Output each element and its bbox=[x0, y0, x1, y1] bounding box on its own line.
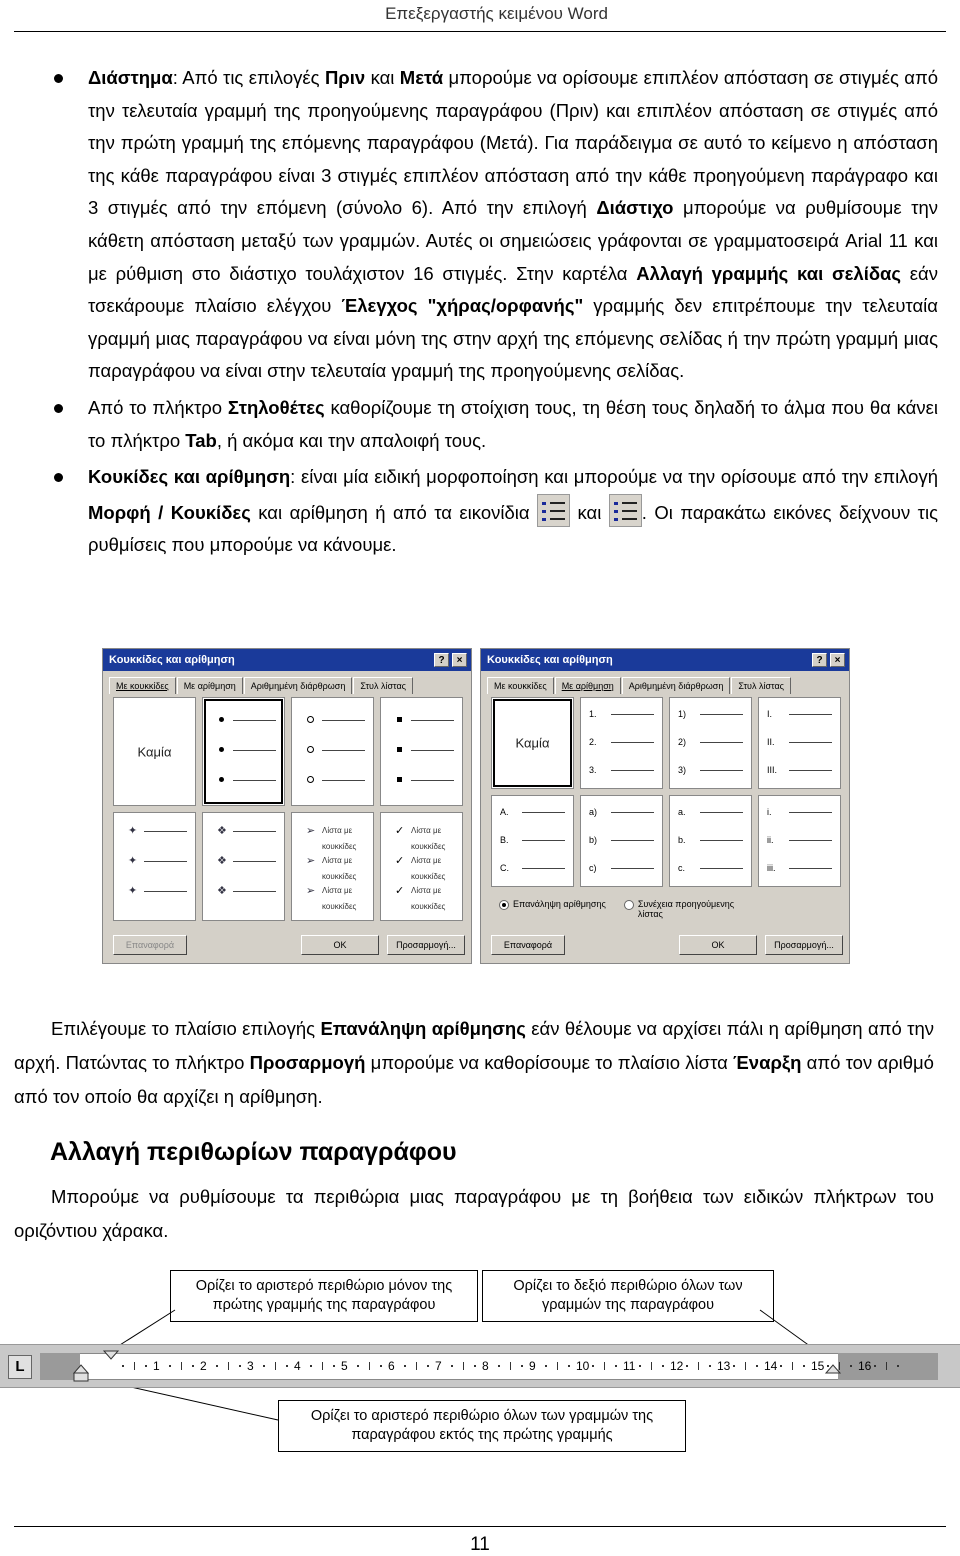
ok-button[interactable]: OK bbox=[301, 935, 379, 955]
text: γραμμής δεν επιτρέπουμε την τελευταία γραμμή μιας παραγράφου να είναι μόνη της στην αρχή της επόμενης σελίδας ή την πρώτη γραμμή μιας παραγράφου να είναι στην τελευταία γραμμή της προηγούμενης σελίδας. bbox=[88, 295, 938, 382]
text: , ή ακόμα και την απαλοιφή τους. bbox=[216, 429, 487, 451]
ruler-number: 11 bbox=[623, 1359, 636, 1373]
term-tab-key: Tab bbox=[185, 429, 217, 451]
term-widow-orphan: Έλεγχος "χήρας/ορφανής" bbox=[341, 295, 584, 317]
number-marker: 2) bbox=[678, 737, 687, 747]
number-marker: 1. bbox=[589, 709, 597, 719]
text: εάν τσεκάρουμε πλαίσιο ελέγχου bbox=[88, 262, 938, 317]
number-marker: A. bbox=[500, 807, 509, 817]
radio-label: Συνέχεια προηγούμενης λίστας bbox=[637, 899, 735, 919]
text: Από το πλήκτρο bbox=[88, 396, 228, 418]
term-start-at: Έναρξη bbox=[733, 1052, 802, 1073]
text: . Οι παρακάτω εικόνες δείχνουν τις ρυθμίσεις που μπορούμε να κάνουμε. bbox=[88, 501, 939, 556]
gallery-diamonds[interactable]: ❖ ❖ ❖ bbox=[202, 812, 285, 921]
page-header: Επεξεργαστής κειμένου Word bbox=[385, 4, 608, 23]
callout-first-line-indent: Ορίζει το αριστερό περιθώριο μόνον της πρώτης γραμμής της παραγράφου bbox=[170, 1270, 478, 1322]
ruler-number: 7 bbox=[435, 1359, 442, 1373]
text: καθορίζουμε τη στοίχιση τους, τη θέση τους δηλαδή το άλμα που θα κάνει το πλήκτρο bbox=[88, 396, 938, 451]
text: και bbox=[570, 501, 609, 523]
callout-hanging-indent: Ορίζει το αριστερό περιθώριο όλων των γραμμών της παραγράφου εκτός της πρώτης γραμμής bbox=[278, 1400, 686, 1452]
tab-bulleted[interactable]: Με κουκκίδες bbox=[487, 677, 554, 694]
ruler-number: 8 bbox=[482, 1359, 489, 1373]
text: μπορούμε να ρυθμίσουμε την κάθετη απόσταση μεταξύ των γραμμών. Αυτές οι σημειώσεις γράφονται σε γραμματοσειρά Arial 11 και με ρύθμιση στο διάστιχο τουλάχιστον 16 στιγμές. Στην καρτέλα bbox=[88, 197, 938, 284]
style-text: Λίστα με κουκκίδες bbox=[411, 853, 454, 885]
style-text: Λίστα με κουκκίδες bbox=[322, 883, 365, 915]
gallery-arrows[interactable]: ➢ Λίστα με κουκκίδες ➢ Λίστα με κουκκίδες ➢ Λίστα με κουκκίδες bbox=[291, 812, 374, 921]
number-marker: b. bbox=[678, 835, 686, 845]
ruler-number: 3 bbox=[247, 1359, 254, 1373]
ruler-number: 16 bbox=[858, 1359, 872, 1373]
tab-list-styles[interactable]: Στυλ λίστας bbox=[353, 677, 413, 694]
term-line-spacing: Διάστιχο bbox=[596, 197, 674, 219]
term-format-bullets: Μορφή / Κουκίδες bbox=[88, 501, 251, 523]
number-marker: i. bbox=[767, 807, 772, 817]
term-bullets-numbering: Κουκίδες και αρίθμηση bbox=[88, 466, 291, 488]
number-marker: a. bbox=[678, 807, 686, 817]
customize-button[interactable]: Προσαρμογή... bbox=[387, 935, 465, 955]
close-button[interactable]: × bbox=[830, 653, 845, 667]
style-text: Λίστα με κουκκίδες bbox=[411, 823, 454, 855]
text: εάν θέλουμε να αρχίσει πάλι η αρίθμηση από την αρχή. Πατώντας το πλήκτρο bbox=[14, 1018, 935, 1073]
ruler-number: 12 bbox=[670, 1359, 684, 1373]
style-text: Λίστα με κουκκίδες bbox=[322, 823, 365, 855]
number-marker: III. bbox=[767, 765, 778, 775]
text: και bbox=[365, 67, 400, 88]
number-marker: 1) bbox=[678, 709, 687, 719]
style-text: Λίστα με κουκκίδες bbox=[411, 883, 454, 915]
section-heading: Αλλαγή περιθωρίων παραγράφου bbox=[50, 1138, 457, 1166]
ruler-number: 2 bbox=[200, 1359, 207, 1373]
ruler-number: 9 bbox=[529, 1359, 536, 1373]
term-customize: Προσαρμογή bbox=[249, 1052, 366, 1073]
tab-numbered[interactable]: Με αρίθμηση bbox=[555, 677, 621, 694]
radio-label: Επανάληψη αρίθμησης bbox=[513, 899, 606, 909]
number-marker: C. bbox=[500, 863, 509, 873]
ruler-number: 4 bbox=[294, 1359, 301, 1373]
close-button[interactable]: × bbox=[452, 653, 467, 667]
style-text: Λίστα με κουκκίδες bbox=[322, 853, 365, 885]
text: μπορούμε να ορίσουμε επιπλέον απόσταση σε στιγμές από την τελευταία γραμμή της προηγούμενης παραγράφου (Πριν) και επιπλέον απόσταση σε στιγμές από την πρώτη γραμμή της επόμενης παραγράφου (Μετά). Για παράδειγμα σε αυτό το κείμενο η απόσταση της κάθε παραγράφου είναι 3 στιγμές επιπλέον απόσταση από την κάθε προηγούμενη παράγραφο και 3 στιγμές από την επόμενη (σύνολο 6). Από την επιλογή bbox=[88, 67, 938, 219]
text: μπορούμε να καθορίσουμε το πλαίσιο λίστα bbox=[365, 1052, 734, 1073]
help-button[interactable]: ? bbox=[434, 653, 449, 667]
gallery-checks[interactable]: ✓ Λίστα με κουκκίδες ✓ Λίστα με κουκκίδες ✓ Λίστα με κουκκίδες bbox=[380, 812, 463, 921]
text: και αρίθμηση ή από τα εικονίδια bbox=[250, 501, 538, 523]
number-marker: ii. bbox=[767, 835, 774, 845]
tab-bulleted[interactable]: Με κουκκίδες bbox=[109, 677, 176, 694]
number-marker: B. bbox=[500, 835, 509, 845]
ruler-number: 14 bbox=[764, 1359, 778, 1373]
gallery-stars[interactable]: ✦ ✦ ✦ bbox=[113, 812, 196, 921]
number-marker: c) bbox=[589, 863, 597, 873]
dialog-title: Κουκκίδες και αρίθμηση bbox=[487, 654, 613, 666]
ruler-number: 13 bbox=[717, 1359, 731, 1373]
first-line-indent-marker[interactable] bbox=[104, 1351, 118, 1359]
number-marker: 3) bbox=[678, 765, 687, 775]
none-label: Καμία bbox=[515, 735, 550, 751]
number-marker: 2. bbox=[589, 737, 597, 747]
callout-right-indent: Ορίζει το δεξιό περιθώριο όλων των γραμμών της παραγράφου bbox=[482, 1270, 774, 1322]
ruler-number: 15 bbox=[811, 1359, 825, 1373]
dialog-title: Κουκκίδες και αρίθμηση bbox=[109, 654, 235, 666]
horizontal-ruler bbox=[0, 1344, 960, 1388]
ruler-number: 1 bbox=[153, 1359, 160, 1373]
paragraph-margins: Μπορούμε να ρυθμίσουμε τα περιθώρια μιας παραγράφου με τη βοήθεια των ειδικών πλήκτρων του οριζόντιου χάρακα. bbox=[14, 1186, 934, 1241]
number-marker: iii. bbox=[767, 863, 776, 873]
number-marker: I. bbox=[767, 709, 773, 719]
footer-rule bbox=[14, 1526, 946, 1527]
ruler-number: 10 bbox=[576, 1359, 590, 1373]
number-marker: II. bbox=[767, 737, 775, 747]
tab-selector-button[interactable]: L bbox=[8, 1355, 32, 1379]
tab-list-styles[interactable]: Στυλ λίστας bbox=[731, 677, 791, 694]
tab-outline-numbered[interactable]: Αριθμημένη διάρθρωση bbox=[622, 677, 731, 694]
term-spacing: Διάστημα bbox=[88, 67, 173, 88]
reset-button[interactable]: Επαναφορά bbox=[113, 935, 187, 955]
ok-button[interactable]: OK bbox=[679, 935, 757, 955]
right-indent-marker[interactable] bbox=[826, 1365, 840, 1373]
left-indent-marker[interactable] bbox=[74, 1373, 88, 1381]
ruler-number: 5 bbox=[341, 1359, 348, 1373]
help-button[interactable]: ? bbox=[812, 653, 827, 667]
reset-button[interactable]: Επαναφορά bbox=[491, 935, 565, 955]
hanging-indent-marker[interactable] bbox=[74, 1365, 88, 1373]
text: Επιλέγουμε το πλαίσιο επιλογής bbox=[51, 1018, 321, 1039]
ruler-number: 6 bbox=[388, 1359, 395, 1373]
text: από τον αριθμό από τον οποίο θα αρχίζει η αρίθμηση. bbox=[14, 1052, 934, 1107]
text: : είναι μία ειδική μορφοποίηση και μπορούμε να την ορίσουμε από την επιλογή bbox=[290, 466, 938, 488]
number-marker: c. bbox=[678, 863, 686, 873]
customize-button[interactable]: Προσαρμογή... bbox=[765, 935, 843, 955]
term-tabs: Στηλοθέτες bbox=[227, 396, 325, 418]
term-restart-numbering: Επανάληψη αρίθμησης bbox=[320, 1018, 526, 1039]
number-marker: a) bbox=[589, 807, 598, 817]
text: : Από τις επιλογές bbox=[172, 67, 325, 88]
none-label: Καμία bbox=[137, 744, 172, 759]
term-after: Μετά bbox=[399, 67, 444, 88]
number-marker: b) bbox=[589, 835, 598, 845]
indent-markers bbox=[0, 1345, 960, 1389]
number-marker: 3. bbox=[589, 765, 597, 775]
term-before: Πριν bbox=[324, 67, 366, 88]
page-number: 11 bbox=[470, 1534, 490, 1555]
tab-numbered[interactable]: Με αρίθμηση bbox=[177, 677, 243, 694]
tab-outline-numbered[interactable]: Αριθμημένη διάρθρωση bbox=[244, 677, 353, 694]
term-line-page-breaks: Αλλαγή γραμμής και σελίδας bbox=[636, 262, 902, 284]
